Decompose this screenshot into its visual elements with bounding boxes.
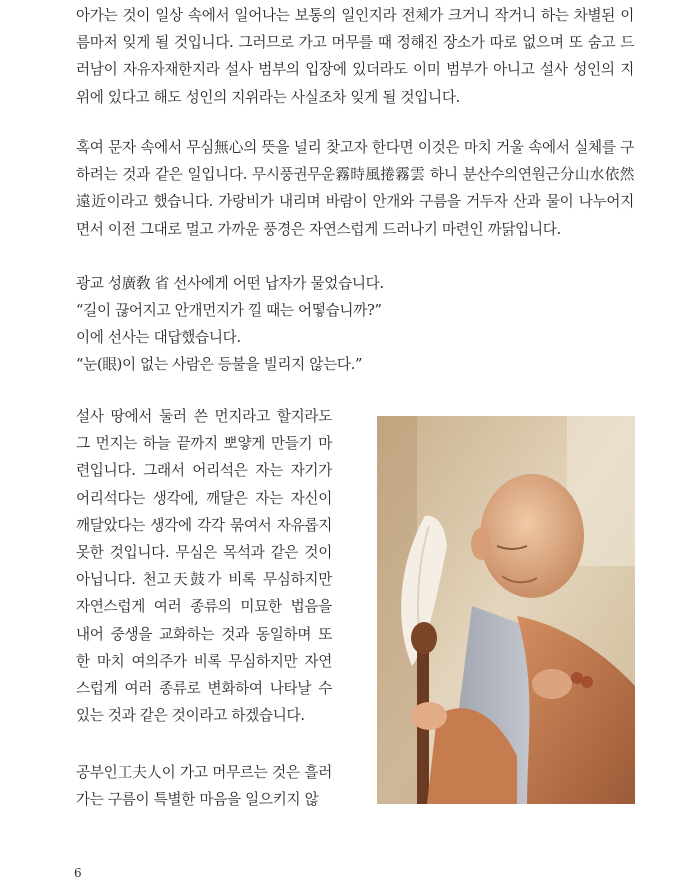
dialogue-line-4: “눈(眼)이 없는 사람은 등불을 빌리지 않는다.” (76, 356, 363, 373)
monk-photo (377, 416, 635, 804)
dialogue-line-3: 이에 선사는 대답했습니다. (76, 329, 241, 346)
paragraph-mirror: 혹여 문자 속에서 무심無心의 뜻을 널리 찾고자 한다면 이것은 마치 거울 속에서 실체를 구하려는 것과 같은 일입니다. 무시풍권무운霧時風捲霧雲 하니 분산수의연원근分山水依然遠近이라고 했습니다. 가랑비가 내리며 바람이 안개와 구름을 거두자 산과 물이 나누어지면서 이전 그대로 멀고 가까운 풍경은 자연스럽게 드러나기 마련인 까닭입니다. (76, 139, 634, 238)
paragraph-dust: 설사 땅에서 둘러 쓴 먼지라고 할지라도 그 먼지는 하늘 끝까지 뽀얗게 만들기 마련입니다. 그래서 어리석은 자는 자기가 어리석다는 생각에, 깨달은 자는 자신이 깨달았다는 생각에 각각 묶여서 자유롭지 못한 것입니다. 무심은 목석과 같은 것이 아닙니다. 천고天鼓가 비록 무심하지만 자연스럽게 여러 종류의 미묘한 법음을 내어 중생을 교화하는 것과 동일하며 또한 마치 여의주가 비록 무심하지만 자연스럽게 여러 종류로 변화하여 나타날 수 있는 것과 같은 것이라고 하겠습니다. (76, 408, 332, 725)
paragraph-intro: 아가는 것이 일상 속에서 일어나는 보통의 일인지라 전체가 크거니 작거니 하는 차별된 이름마저 잊게 될 것입니다. 그러므로 가고 머무를 때 정해진 장소가 따로 없으며 또 숨고 드러남이 자유자재한지라 설사 범부의 입장에 있더라도 이미 범부가 아니고 설사 성인의 지위에 있다고 해도 성인의 지위라는 사실조차 잊게 될 것입니다. (76, 7, 634, 106)
page-number: 6 (74, 866, 82, 880)
paragraph-practitioner: 공부인工夫人이 가고 머무르는 것은 흘러가는 구름이 특별한 마음을 일으키지 않 (76, 764, 332, 809)
dialogue-line-1: 광교 성廣敎 省 선사에게 어떤 납자가 물었습니다. (76, 275, 384, 292)
dialogue-line-2: “길이 끊어지고 안개먼지가 낄 때는 어떻습니까?” (76, 302, 382, 319)
